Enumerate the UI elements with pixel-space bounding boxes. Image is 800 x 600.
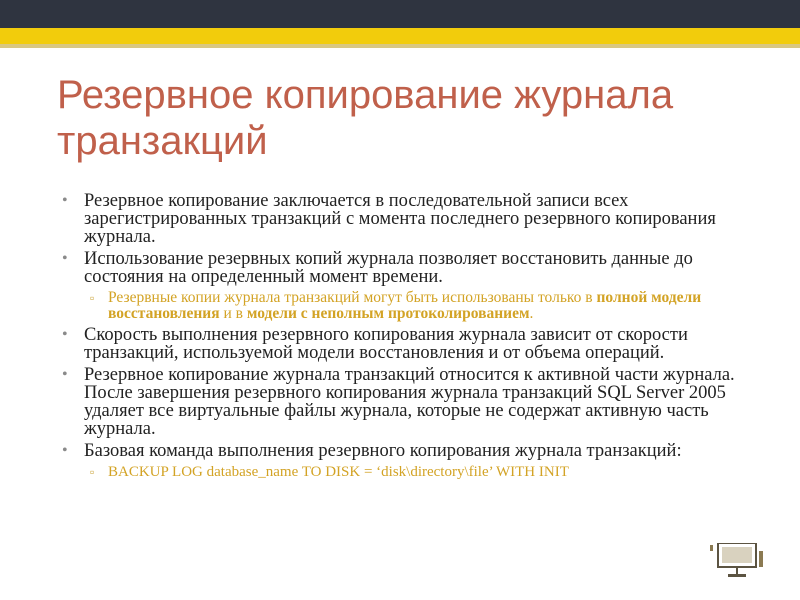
backup-command-text: BACKUP LOG database_name TO DISK = ‘disk\directory\file’ WITH INIT [108,464,569,480]
slide-content [60,192,760,481]
sub-bullet-icon: ▫ [90,291,95,305]
bullet-icon: • [62,326,68,343]
bullet-item [60,326,760,362]
top-yellow-band [0,28,800,44]
bullet-icon: • [62,366,68,383]
bullet-icon: • [62,192,68,209]
sub-note-bold-2: модели с неполным протоколированием [246,305,530,322]
bullet-icon: • [62,442,68,459]
bullet-text: Скорость выполнения резервного копирования журнала зависит от скорости транзакций, используемой модели восстановления и от объема операций. [84,325,688,363]
sub-note-text-3: . [529,305,534,322]
bullet-text: Резервное копирование журнала транзакций относится к активной части журнала. После завершения резервного копирования журнала транзакций SQL Server 2005 удаляет все виртуальные файлы журнала, которые не содержат активную часть журнала. [84,365,735,439]
sub-note-text-1: Резервные копии журнала транзакций могут быть использованы только в [108,289,593,306]
bullet-item [60,366,760,438]
bullet-item [60,442,760,460]
sub-bullet-icon: ▫ [90,465,95,479]
bullet-item [60,192,760,246]
top-stripe [0,44,800,48]
slide-title: Резервное копирование журнала транзакций [57,73,674,163]
bullet-text: Использование резервных копий журнала позволяет восстановить данные до состояния на определенный момент времени. [84,249,693,287]
bullet-item [60,250,760,286]
bullet-text: Резервное копирование заключается в последовательной записи всех зарегистрированных транзакций с момента последнего резервного копирования журнала. [84,191,716,247]
computer-icon [710,543,764,579]
sub-note-bold-1: полной модели восстановления [108,289,702,322]
bullet-icon: • [62,250,68,267]
bullet-text: Базовая команда выполнения резервного копирования журнала транзакций: [84,441,682,461]
top-dark-band [0,0,800,28]
sub-note-text-2: и в [223,305,243,322]
sub-bullet-item [60,464,760,481]
sub-bullet-item [60,290,760,322]
